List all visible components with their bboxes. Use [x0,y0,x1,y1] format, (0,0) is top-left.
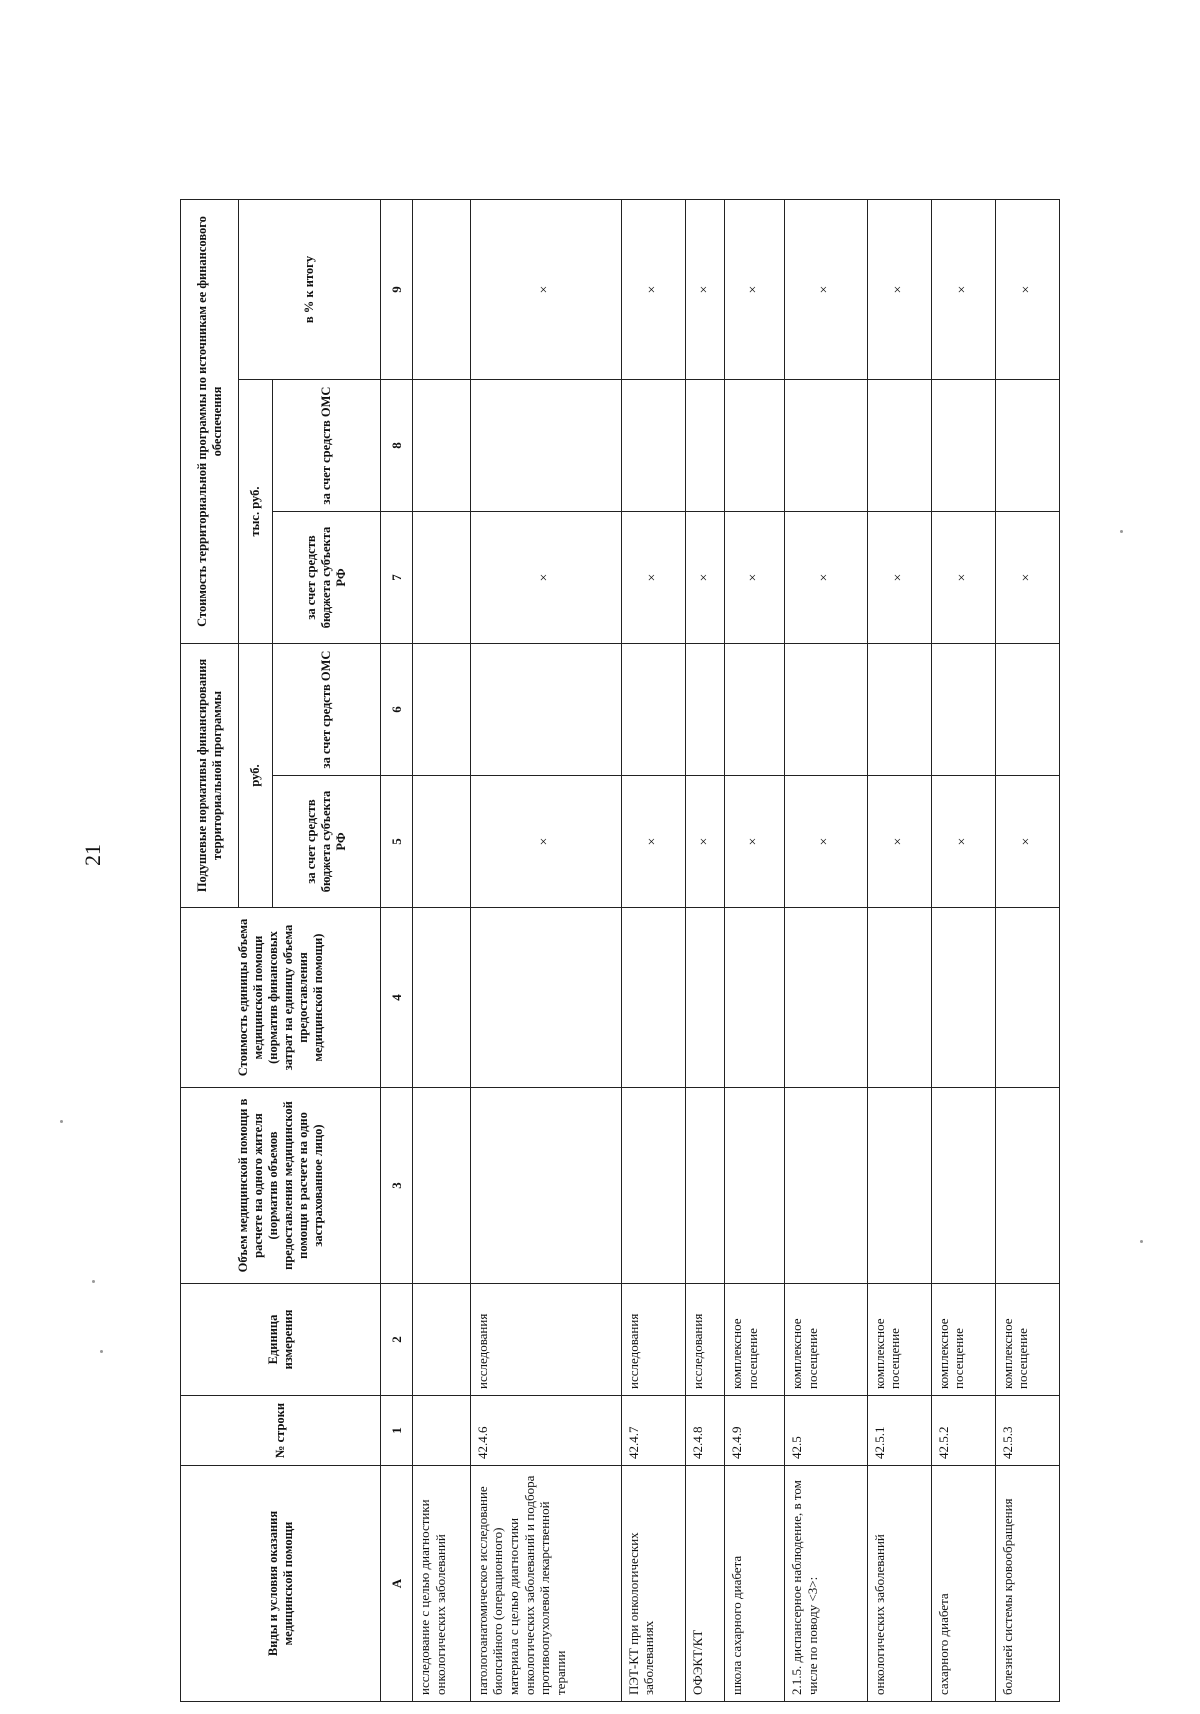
row-col6 [785,644,868,776]
table-row [867,200,931,1702]
col-number-a: А [381,1466,413,1702]
row-col5: × [931,776,995,908]
row-name: патологоанатомическое исследование биопсийного (операционного) материала с целью диагностики онкологических заболеваний и подбора противоопухолевой лекарственной терапии [470,1466,621,1702]
row-unit-cost [621,908,685,1088]
row-col6 [470,644,621,776]
row-number: 42.4.8 [685,1396,724,1466]
row-unit-cost [995,908,1059,1088]
row-col9: × [725,200,785,380]
table-row [995,200,1059,1702]
header-unit: Единица измерения [181,1284,381,1396]
row-unit-cost [685,908,724,1088]
header-percent: в % к итогу [239,200,381,380]
row-volume [621,1088,685,1284]
row-unit-cost [867,908,931,1088]
header-budget-7: за счет средств бюджета субъекта РФ [273,512,381,644]
row-col5: × [470,776,621,908]
row-col5: × [785,776,868,908]
scan-speck [60,1120,63,1123]
row-unit-cost [931,908,995,1088]
header-unit-thousand-rub: тыс. руб. [239,380,273,644]
row-col9: × [995,200,1059,380]
row-unit [413,1284,471,1396]
row-col5: × [621,776,685,908]
row-col8 [785,380,868,512]
row-col8 [413,380,471,512]
row-number [413,1396,471,1466]
scan-speck [100,1350,103,1353]
row-col8 [685,380,724,512]
row-unit-cost [785,908,868,1088]
row-col8 [470,380,621,512]
table-row [685,200,724,1702]
row-unit-cost [470,908,621,1088]
row-name: ПЭТ-КТ при онкологических заболеваниях [621,1466,685,1702]
row-unit: исследования [470,1284,621,1396]
document-rotated-page [180,200,1060,1702]
row-col7: × [785,512,868,644]
row-volume [785,1088,868,1284]
row-col7: × [621,512,685,644]
table-row [470,200,621,1702]
row-number: 42.5.3 [995,1396,1059,1466]
table-body [413,200,1060,1702]
table-row [621,200,685,1702]
financing-table [180,199,1060,1702]
row-col8 [867,380,931,512]
row-col5: × [867,776,931,908]
row-unit: комплексное посещение [867,1284,931,1396]
row-volume [931,1088,995,1284]
row-col9: × [931,200,995,380]
row-number: 42.4.9 [725,1396,785,1466]
row-col7: × [995,512,1059,644]
row-unit: комплексное посещение [931,1284,995,1396]
scan-speck [92,1280,95,1283]
header-budget-5: за счет средств бюджета субъекта РФ [273,776,381,908]
row-col9: × [470,200,621,380]
header-program-cost: Стоимость территориальной программы по источникам ее финансового обеспечения [181,200,239,644]
row-col7: × [685,512,724,644]
row-col6 [931,644,995,776]
row-volume [413,1088,471,1284]
row-unit: исследования [685,1284,724,1396]
row-col8 [995,380,1059,512]
col-number-2: 2 [381,1284,413,1396]
row-col6 [867,644,931,776]
row-col7: × [470,512,621,644]
row-col7: × [867,512,931,644]
row-col7: × [725,512,785,644]
header-unit-rub: руб. [239,644,273,908]
table-row [931,200,995,1702]
row-volume [725,1088,785,1284]
row-col9: × [685,200,724,380]
col-number-7: 7 [381,512,413,644]
row-name: болезней системы кровообращения [995,1466,1059,1702]
header-oms-6: за счет средств ОМС [273,644,381,776]
row-col5 [413,776,471,908]
row-col7 [413,512,471,644]
row-unit: комплексное посещение [725,1284,785,1396]
col-number-1: 1 [381,1396,413,1466]
row-name: сахарного диабета [931,1466,995,1702]
col-number-4: 4 [381,908,413,1088]
row-col8 [931,380,995,512]
row-unit: комплексное посещение [785,1284,868,1396]
row-volume [685,1088,724,1284]
col-number-9: 9 [381,200,413,380]
row-col6 [995,644,1059,776]
row-unit: исследования [621,1284,685,1396]
row-col5: × [725,776,785,908]
row-name: исследование с целью диагностики онкологических заболеваний [413,1466,471,1702]
row-col9: × [867,200,931,380]
page-number: 21 [80,844,105,866]
scan-speck [1140,1240,1143,1243]
row-col9 [413,200,471,380]
table-row [725,200,785,1702]
row-unit: комплексное посещение [995,1284,1059,1396]
row-name: 2.1.5. диспансерное наблюдение, в том числе по поводу <3>: [785,1466,868,1702]
col-number-8: 8 [381,380,413,512]
row-col8 [621,380,685,512]
row-volume [995,1088,1059,1284]
row-col6 [725,644,785,776]
table-row [785,200,868,1702]
row-number: 42.5 [785,1396,868,1466]
row-col6 [621,644,685,776]
row-number: 42.5.2 [931,1396,995,1466]
row-number: 42.5.1 [867,1396,931,1466]
row-col9: × [785,200,868,380]
row-col5: × [995,776,1059,908]
row-col7: × [931,512,995,644]
header-row-number: № строки [181,1396,381,1466]
col-number-3: 3 [381,1088,413,1284]
row-volume [470,1088,621,1284]
row-unit-cost [413,908,471,1088]
row-col8 [725,380,785,512]
header-unit-cost: Стоимость единицы объема медицинской помощи (норматив финансовых затрат на единицу объема предоставления медицинской помощи) [181,908,381,1088]
header-per-capita: Подушевые нормативы финансирования территориальной программы [181,644,239,908]
col-number-5: 5 [381,776,413,908]
row-number: 42.4.7 [621,1396,685,1466]
row-number: 42.4.6 [470,1396,621,1466]
row-volume [867,1088,931,1284]
row-name: школа сахарного диабета [725,1466,785,1702]
row-col9: × [621,200,685,380]
header-oms-8: за счет средств ОМС [273,380,381,512]
row-col6 [685,644,724,776]
row-col6 [413,644,471,776]
row-name: онкологических заболеваний [867,1466,931,1702]
table-row [413,200,471,1702]
row-unit-cost [725,908,785,1088]
row-col5: × [685,776,724,908]
header-volume: Объем медицинской помощи в расчете на одного жителя (норматив объемов предоставления медицинской помощи в расчете на одно застрахованное лицо) [181,1088,381,1284]
row-name: ОФЭКТ/КТ [685,1466,724,1702]
scan-speck [1120,530,1123,533]
header-kinds: Виды и условия оказания медицинской помощи [181,1466,381,1702]
col-number-6: 6 [381,644,413,776]
